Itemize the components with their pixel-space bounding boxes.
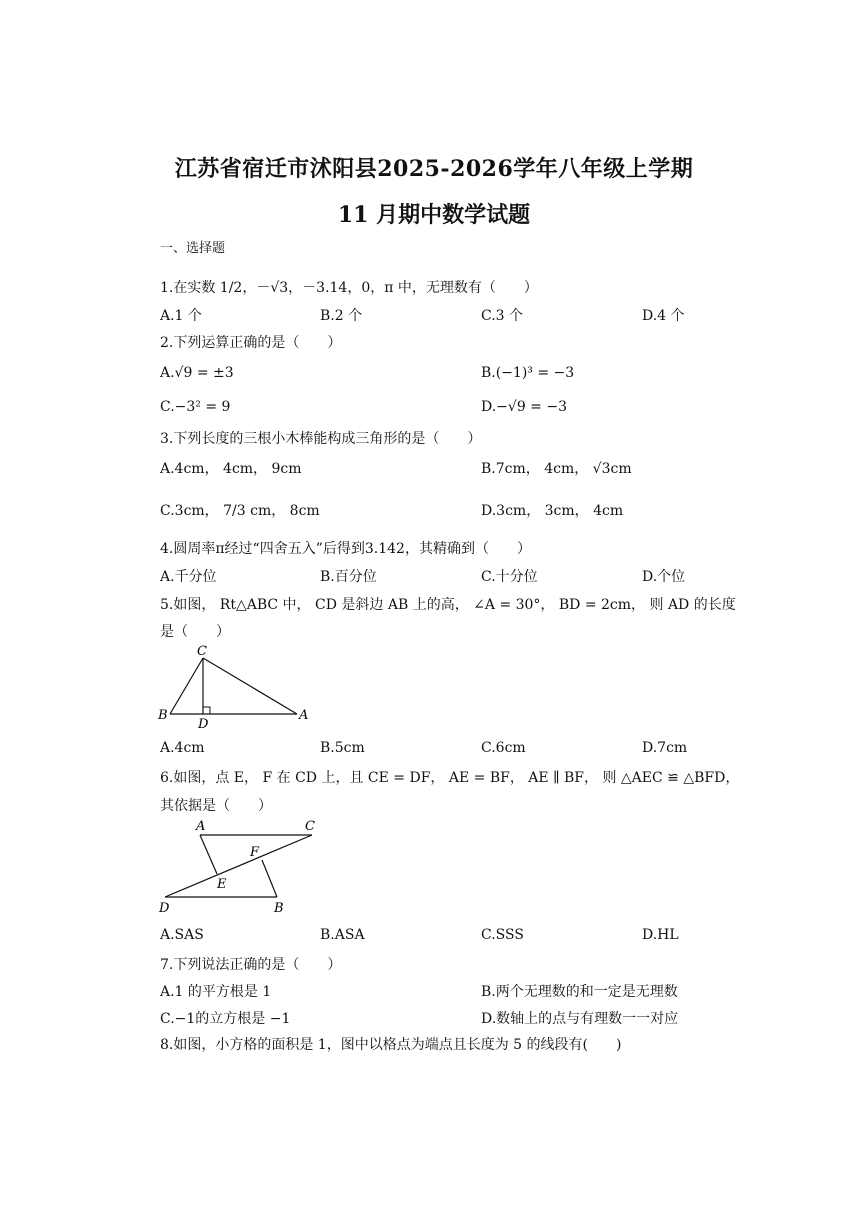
segment-fb — [262, 860, 277, 897]
q4-option-b[interactable]: B.百分位 — [320, 569, 377, 585]
label-a: A — [299, 708, 309, 723]
q4-option-c[interactable]: C.十分位 — [481, 569, 538, 585]
segment-ca — [203, 658, 297, 714]
question-7-stem: 7.下列说法正确的是（ ） — [160, 957, 342, 973]
segment-dc — [165, 835, 312, 897]
exam-title-line2: 11 月期中数学试题 — [337, 202, 531, 228]
q2-option-d[interactable]: D.−√9 = −3 — [481, 399, 568, 415]
q1-option-c[interactable]: C.3 个 — [481, 308, 524, 324]
q2-option-a[interactable]: A.√9 = ±3 — [160, 365, 234, 381]
triangle-abc-figure — [155, 642, 325, 732]
q6-option-c[interactable]: C.SSS — [481, 927, 524, 943]
label-b: B — [158, 708, 168, 723]
q1-option-a[interactable]: A.1 个 — [160, 308, 202, 324]
q5-option-d[interactable]: D.7cm — [642, 740, 688, 756]
q5-option-b[interactable]: B.5cm — [320, 740, 365, 756]
label-a: A — [196, 819, 206, 834]
q3-option-b[interactable]: B.7cm， 4cm， √3cm — [481, 461, 632, 477]
q6-option-d[interactable]: D.HL — [642, 927, 679, 943]
label-d: D — [159, 901, 170, 916]
question-4-stem: 4.圆周率π经过“四舍五入”后得到3.142，其精确到（ ） — [160, 541, 531, 557]
q5-option-c[interactable]: C.6cm — [481, 740, 526, 756]
segment-bc — [170, 658, 203, 714]
q7-option-c[interactable]: C.−1的立方根是 −1 — [160, 1011, 291, 1027]
section-heading: 一、选择题 — [160, 241, 226, 256]
q1-option-d[interactable]: D.4 个 — [642, 308, 685, 324]
label-d: D — [198, 717, 209, 732]
question-2-stem: 2.下列运算正确的是（ ） — [160, 335, 342, 351]
q5-option-a[interactable]: A.4cm — [160, 740, 205, 756]
q2-option-c[interactable]: C.−3² = 9 — [160, 399, 231, 415]
q7-option-b[interactable]: B.两个无理数的和一定是无理数 — [481, 984, 678, 1000]
q2-option-b[interactable]: B.(−1)³ = −3 — [481, 365, 575, 381]
q4-option-a[interactable]: A.千分位 — [160, 569, 217, 585]
question-6-stem-line2: 其依据是（ ） — [160, 798, 272, 814]
q7-option-d[interactable]: D.数轴上的点与有理数一一对应 — [481, 1011, 679, 1027]
question-6-stem: 6.如图，点 E， F 在 CD 上，且 CE = DF， AE = BF， AE ∥ BF， 则 △AEC ≌ △BFD， — [160, 770, 740, 786]
label-c: C — [305, 819, 315, 834]
right-angle-mark — [203, 707, 210, 714]
question-8-stem: 8.如图，小方格的面积是 1，图中以格点为端点且长度为 5 的线段有( ) — [160, 1037, 622, 1053]
congruent-triangles-figure — [155, 816, 325, 916]
question-1-stem: 1.在实数 1/2，－√3，－3.14，0，π 中，无理数有（ ） — [160, 280, 538, 296]
q4-option-d[interactable]: D.个位 — [642, 569, 686, 585]
segment-ae — [200, 835, 217, 874]
q7-option-a[interactable]: A.1 的平方根是 1 — [160, 984, 272, 1000]
label-e: E — [217, 877, 227, 892]
question-3-stem: 3.下列长度的三根小木棒能构成三角形的是（ ） — [160, 431, 482, 447]
q6-option-a[interactable]: A.SAS — [160, 927, 204, 943]
label-f: F — [250, 845, 260, 860]
q3-option-d[interactable]: D.3cm， 3cm， 4cm — [481, 503, 624, 519]
label-b: B — [274, 901, 284, 916]
label-c: C — [197, 644, 207, 659]
q1-option-b[interactable]: B.2 个 — [320, 308, 363, 324]
q6-option-b[interactable]: B.ASA — [320, 927, 365, 943]
q3-option-a[interactable]: A.4cm， 4cm， 9cm — [160, 461, 302, 477]
q3-option-c[interactable]: C.3cm， 7/3 cm， 8cm — [160, 503, 320, 519]
question-5-stem-line2: 是（ ） — [160, 624, 230, 640]
question-5-stem: 5.如图， Rt△ABC 中， CD 是斜边 AB 上的高， ∠A = 30°， BD = 2cm， 则 AD 的长度 — [160, 597, 736, 613]
exam-title-line1: 江苏省宿迁市沭阳县2025-2026学年八年级上学期 — [174, 156, 694, 182]
